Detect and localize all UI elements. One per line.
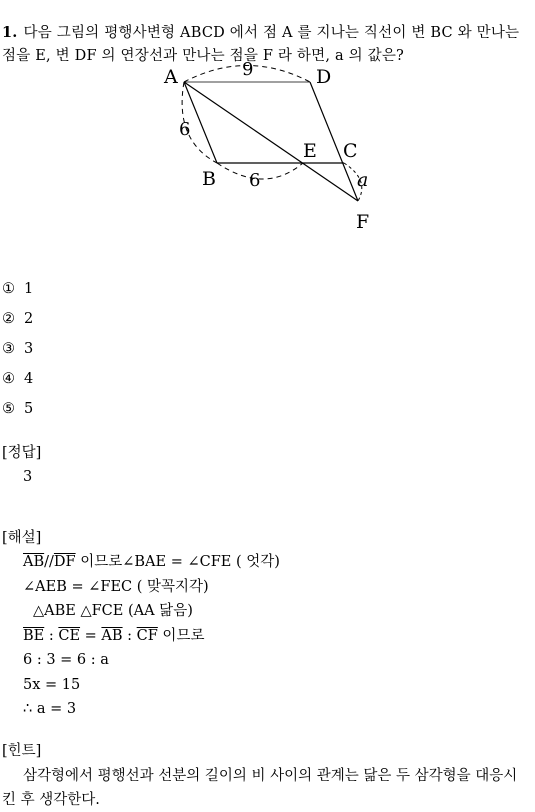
- label-f: F: [356, 211, 370, 233]
- segment-be-text: $\overline{BE}$: [23, 627, 45, 644]
- length-ad: 9: [242, 59, 254, 80]
- choices-list: [2, 279, 33, 429]
- label-b: B: [202, 168, 216, 190]
- answer-label: [정답]: [2, 445, 42, 461]
- choice-4[interactable]: [2, 369, 33, 399]
- colon-1: :: [44, 627, 59, 644]
- length-cf: a: [357, 169, 369, 191]
- choice-mark: ④: [2, 371, 15, 387]
- parallelogram-figure: [150, 55, 390, 235]
- solution-line-4-rest: 이므로: [157, 627, 205, 644]
- parallelogram-diagram: [150, 55, 390, 235]
- hint-text: 삼각형에서 평행선과 선분의 길이의 비 사이의 관계는 닮은 두 삼각형을 대응시킨 후 생각한다.: [2, 768, 518, 808]
- solution-label: [해설]: [2, 530, 42, 546]
- solution-body: [23, 551, 280, 723]
- solution-line-6: 5x = 15: [23, 676, 81, 693]
- label-a: A: [164, 66, 178, 88]
- segment-ce-text: $\overline{CE}$: [58, 627, 81, 644]
- solution-line-4: [23, 625, 280, 650]
- solution-line-3: △ABE △FCE (AA 닮음): [33, 603, 193, 619]
- length-ab: 6: [179, 119, 191, 140]
- solution-line-5: 6 : 3 = 6 : a: [23, 652, 109, 668]
- choice-mark: ⑤: [2, 401, 15, 417]
- segment-ab-text-2: $\overline{AB}$: [101, 627, 123, 644]
- choice-mark: ②: [2, 311, 15, 327]
- solution-line-1: [23, 551, 280, 576]
- equals: =: [80, 627, 102, 644]
- question-text: 다음 그림의 평행사변형 ABCD 에서 점 A 를 지나는 직선이 변 BC 와 만나는 점을 E, 변 DF 의 연장선과 만나는 점을 F 라 하면, a 의 값은?: [2, 25, 520, 64]
- answer-value: 3: [23, 469, 33, 485]
- choice-value: 5: [24, 401, 34, 417]
- segment-ab-text: $\overline{AB}$: [23, 554, 45, 570]
- length-be: 6: [249, 170, 261, 191]
- solution-line-1-rest: 이므로∠BAE = ∠CFE ( 엇각): [75, 554, 280, 570]
- choice-value: 4: [24, 371, 34, 387]
- segment-df-text: $\overline{DF}$: [53, 554, 76, 570]
- choice-value: 2: [24, 311, 34, 327]
- label-c: C: [343, 140, 358, 162]
- choice-mark: ①: [2, 281, 15, 297]
- label-e: E: [303, 140, 317, 162]
- choice-3[interactable]: [2, 339, 33, 369]
- choice-value: 1: [24, 281, 34, 297]
- hint-label: [힌트]: [2, 743, 42, 759]
- choice-value: 3: [24, 341, 34, 357]
- solution-line-7: ∴ a = 3: [23, 701, 77, 717]
- choice-2[interactable]: [2, 309, 33, 339]
- question-number: 1.: [2, 24, 18, 41]
- choice-5[interactable]: [2, 399, 33, 429]
- choice-mark: ③: [2, 341, 15, 357]
- label-d: D: [316, 66, 332, 88]
- colon-2: :: [122, 627, 137, 644]
- parallel-symbol: //: [44, 554, 54, 570]
- segment-cf-text: $\overline{CF}$: [136, 627, 158, 644]
- choice-1[interactable]: [2, 279, 33, 309]
- solution-line-2: ∠AEB = ∠FEC ( 맞꼭지각): [23, 578, 209, 595]
